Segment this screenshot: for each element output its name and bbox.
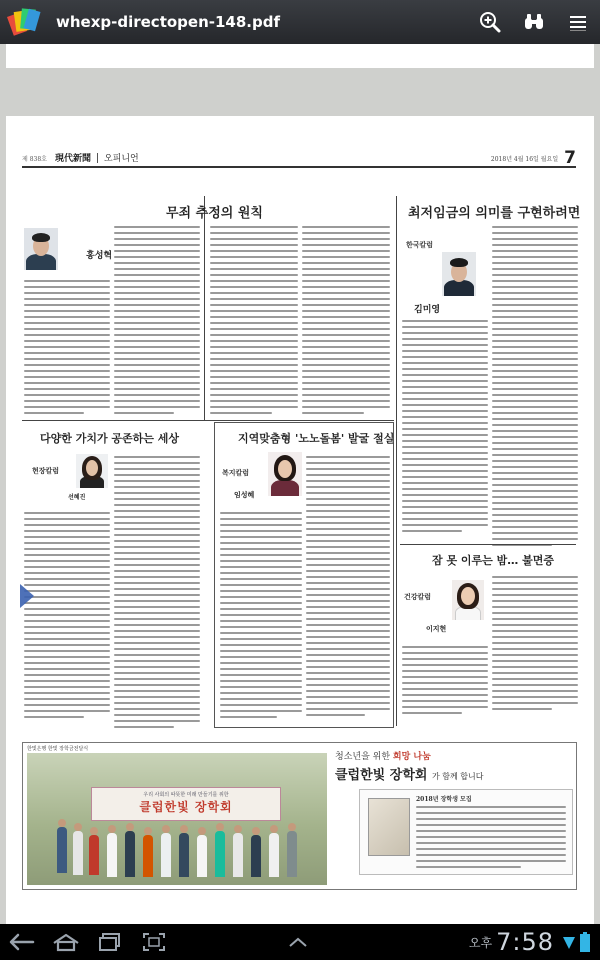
section-name: 오피니언 — [103, 154, 139, 164]
issue-number: 제 838호 — [22, 156, 47, 163]
article-body — [220, 512, 302, 722]
system-navigation-bar — [0, 924, 600, 960]
author-name: 이지현 — [426, 625, 447, 633]
column-tag: 현장칼럼 — [32, 466, 60, 475]
article-body — [114, 456, 200, 732]
article-body — [306, 456, 390, 720]
ad-photo-caption: 한빛은행 한빛 장학금전달식 — [27, 746, 89, 752]
article-headline: 다양한 가치가 공존하는 세상 — [40, 432, 179, 445]
ad-copy — [335, 749, 572, 885]
pdf-page[interactable] — [6, 116, 594, 912]
clock-time: 7:58 — [496, 928, 554, 956]
next-page[interactable] — [6, 912, 594, 924]
back-arrow-icon — [8, 932, 36, 952]
newspaper-name: 現代新聞 — [54, 154, 91, 164]
show-more-button[interactable] — [276, 924, 320, 960]
find-button[interactable] — [512, 0, 556, 44]
section-divider — [22, 420, 394, 421]
ad-title-text: 클럽한빛 장학회 — [335, 768, 428, 783]
page-masthead — [22, 150, 576, 168]
binoculars-icon — [522, 10, 546, 34]
author-photo — [452, 580, 484, 620]
author-photo — [442, 252, 476, 296]
ad-info-box — [359, 789, 573, 875]
menu-icon — [566, 10, 590, 34]
banner-subtitle: 우리 사회의 따뜻한 미래 만들기를 위한 — [143, 792, 229, 798]
recent-apps-icon — [97, 932, 123, 952]
article-body — [402, 646, 488, 718]
article-body — [492, 576, 578, 714]
advertisement — [22, 742, 577, 890]
column-tag: 한국칼럼 — [406, 240, 434, 249]
author-photo — [76, 454, 108, 488]
recent-apps-button[interactable] — [88, 924, 132, 960]
slogan-highlight: 희망 나눔 — [392, 752, 431, 762]
ad-box-title: 2018년 장학생 모집 — [416, 796, 472, 803]
zoom-in-icon — [478, 10, 502, 34]
zoom-in-button[interactable] — [468, 0, 512, 44]
back-button[interactable] — [0, 924, 44, 960]
author-photo — [268, 452, 302, 496]
issue-date: 2018년 4월 16일 월요일 — [490, 156, 559, 163]
clock-ampm: 오후 — [468, 935, 493, 950]
ad-slogan — [335, 749, 572, 762]
author-name: 홍성혁 — [86, 251, 113, 261]
page-number: 7 — [564, 148, 576, 168]
previous-page[interactable] — [6, 44, 594, 68]
screen-capture-icon — [142, 932, 166, 952]
banner-title: 클럽한빛 장학회 — [139, 800, 233, 814]
home-icon — [51, 932, 81, 952]
column-tag: 건강칼럼 — [404, 592, 432, 601]
article-headline: 무죄 추정의 원칙 — [166, 206, 263, 221]
document-title: whexp-directopen-148.pdf — [56, 13, 280, 31]
ad-title-suffix: 가 함께 합니다 — [431, 772, 484, 781]
pdf-viewer[interactable] — [0, 44, 600, 924]
ad-brochure — [368, 798, 410, 856]
article-body — [24, 512, 110, 722]
group-photo — [27, 753, 327, 885]
author-name: 임성혜 — [234, 491, 255, 499]
status-area[interactable] — [469, 928, 600, 956]
article-body — [302, 226, 390, 418]
section-divider — [400, 544, 576, 545]
ad-banner — [91, 787, 281, 821]
app-toolbar — [0, 0, 600, 44]
article-headline: 지역맞춤형 '노노돌봄' 발굴 절실 — [238, 432, 395, 445]
column-divider — [204, 196, 205, 420]
home-button[interactable] — [44, 924, 88, 960]
article-body — [114, 226, 200, 418]
app-logo-icon[interactable] — [4, 2, 44, 42]
article-body — [492, 226, 578, 550]
article-headline: 잠 못 이루는 밤… 불면증 — [432, 554, 554, 567]
author-photo — [24, 228, 58, 270]
ad-box-text — [416, 806, 566, 872]
slogan-prefix: 청소년을 위한 — [335, 752, 391, 762]
article-body — [402, 320, 488, 536]
article-headline: 최저임금의 의미를 구현하려면 — [408, 206, 581, 221]
article-body — [24, 280, 110, 418]
ad-title — [335, 764, 572, 783]
screenshot-button[interactable] — [132, 924, 176, 960]
author-name: 김미영 — [414, 305, 441, 315]
author-name: 선혜진 — [68, 494, 86, 501]
previous-page-arrow-icon[interactable] — [20, 584, 34, 608]
column-divider — [396, 196, 397, 726]
battery-icon — [580, 932, 590, 952]
chevron-up-icon — [286, 934, 310, 950]
article-body — [210, 226, 298, 418]
overflow-menu-button[interactable] — [556, 0, 600, 44]
column-tag: 복지칼럼 — [222, 468, 250, 477]
masthead-divider — [97, 153, 98, 163]
wifi-icon — [562, 933, 576, 951]
